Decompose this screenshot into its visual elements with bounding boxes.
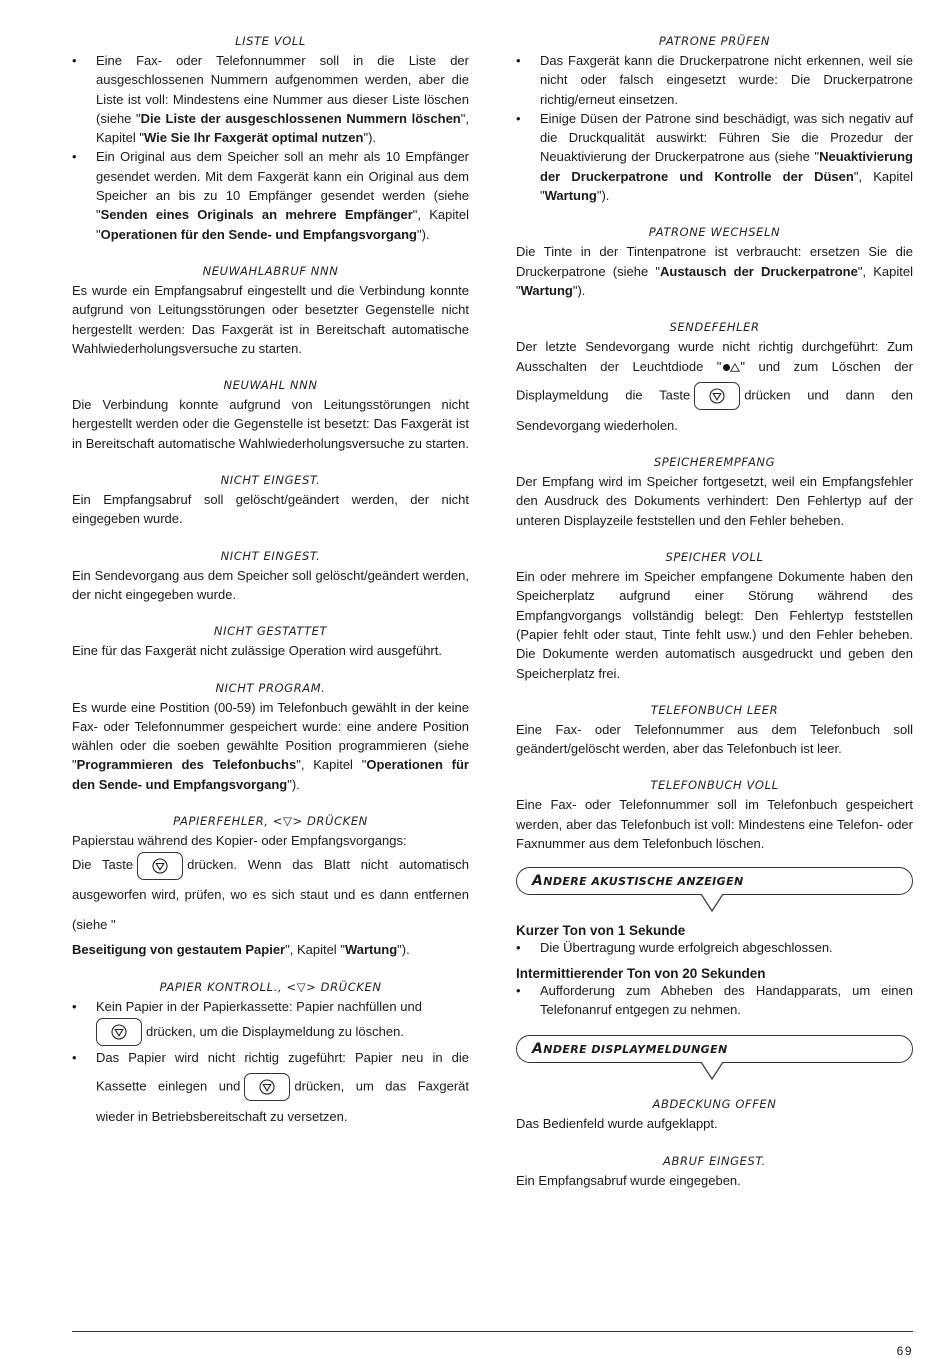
paragraph: Eine für das Faxgerät nicht zulässige Operation wird ausgeführt. — [72, 643, 442, 659]
section-title: PAPIER KONTROLL., <▽> DRÜCKEN — [159, 979, 382, 994]
paragraph: Der letzte Sendevorgang wurde nicht richtig durchgeführt: Zum Ausschalten der Leuchtdiode " " und zum Löschen der Displaymeldung die Taste drücken und dann den Sendevorgang wiederholen. — [516, 339, 913, 433]
section-title: SPEICHER VOLL — [665, 550, 764, 565]
paragraph: Ein Empfangsabruf soll gelöscht/geändert werden, der nicht eingegeben wurde. — [72, 492, 469, 527]
bullet-list — [516, 51, 913, 205]
warning-triangle-icon — [730, 363, 740, 372]
bullet-list — [516, 981, 913, 1020]
bullet-list — [516, 938, 913, 957]
section-title: LISTE VOLL — [235, 34, 306, 48]
list-item: • Ein Original aus dem Speicher soll an mehr als 10 Empfänger gesendet werden. Mit dem Faxgerät kann ein Original aus dem Speicher an bis zu 10 Empfänger gesendet werden (siehe "Senden eines Originals an mehrere Empfänger", Kapitel "Operationen für den Sende- und Empfangsvorgang"). — [72, 147, 469, 243]
paragraph: Die Taste drücken. Wenn das Blatt nicht automatisch ausgeworfen wird, prüfen, wo es sich staut und es dann entfernen (siehe "Beseitigung von gestautem Papier", Kapitel "Wartung"). — [72, 850, 469, 959]
paragraph: Papierstau während des Kopier- oder Empfangsvorgangs: — [72, 833, 407, 849]
paragraph: Eine Fax- oder Telefonnummer aus dem Telefonbuch soll geändert/gelöscht werden, aber das Telefonbuch ist leer. — [516, 721, 913, 757]
section-title: SPEICHEREMPFANG — [653, 455, 776, 470]
list-item: • Die Übertragung wurde erfolgreich abgeschlossen. — [516, 938, 913, 957]
section-title: TELEFONBUCH LEER — [650, 702, 779, 717]
footer-rule — [72, 1331, 913, 1332]
section-title: TELEFONBUCH VOLL — [650, 778, 779, 793]
section-title: PATRONE WECHSELN — [648, 225, 781, 240]
section-title: PAPIERFEHLER, <▽> DRÜCKEN — [173, 814, 368, 829]
bullet-list — [72, 51, 469, 244]
paragraph: Es wurde eine Postition (00-59) im Telefonbuch gewählt in der keine Fax- oder Telefonnummer gespeichert wurde: eine andere Position wählen oder die soeben gewählte Position programmieren (siehe "Programmieren des Telefonbuchs", Kapitel "Operationen für den Sende- und Empfangsvorgang"). — [72, 699, 469, 792]
section-title: NICHT EINGEST. — [220, 548, 321, 563]
paragraph: Die Verbindung konnte aufgrund von Leitungsstörungen nicht hergestellt werden oder die Gegenstelle ist besetzt: Das Faxgerät ist in Bereitschaft automatische Wahlwiederholungsversuche zu starten. — [72, 397, 469, 451]
left-column — [72, 34, 469, 1147]
section-title: NEUWAHL NNN — [223, 378, 318, 393]
section-title: NICHT GESTATTET — [213, 624, 328, 639]
stop-key-icon — [96, 1018, 142, 1046]
subheading: Kurzer Ton von 1 Sekunde — [516, 923, 686, 939]
paragraph: Das Bedienfeld wurde aufgeklappt. — [516, 1116, 718, 1132]
paragraph: Eine Fax- oder Telefonnummer soll im Telefonbuch gespeichert werden, aber das Telefonbuch ist voll: Mindestens eine Telefon- oder Faxnummer aus dem Telefonbuch löschen. — [516, 797, 913, 852]
section-title: ABRUF EINGEST. — [663, 1153, 766, 1168]
subheading: Intermittierender Ton von 20 Sekunden — [516, 965, 766, 981]
paragraph: Ein oder mehrere im Speicher empfangene Dokumente haben den Speicherplatz aufgrund einer Störung während des Empfangvorgangs vollständig belegt: Den Fehlertyp feststellen (Papier fehlt oder staut, Tinte fehlt usw.) und den Fehler beheben. Die Dokumente werden automatisch ausgedruckt und geben den Speicherplatz frei. — [516, 569, 913, 681]
section-title: NICHT PROGRAM. — [215, 680, 326, 695]
section-title: ABDECKUNG OFFEN — [652, 1097, 777, 1112]
bullet-list — [72, 997, 469, 1127]
list-item: • Das Papier wird nicht richtig zugeführt: Papier neu in die Kassette einlegen und drücken, um das Faxgerät wieder in Betriebsbereitschaft zu versetzen. — [72, 1048, 469, 1127]
section-title: NEUWAHLABRUF NNN — [202, 263, 339, 278]
led-icon — [723, 364, 730, 371]
right-column — [516, 34, 913, 1190]
paragraph: Die Tinte in der Tintenpatrone ist verbraucht: ersetzen Sie die Druckerpatrone (siehe "Austausch der Druckerpatrone", Kapitel "Wartung"). — [516, 244, 913, 298]
stop-key-icon — [244, 1073, 290, 1101]
paragraph: Der Empfang wird im Speicher fortgesetzt, weil ein Empfangsfehler den Ausdruck des Dokuments verhindert: Den Fehlertyp auf der unteren Displayzeile feststellen und den Fehler beheben. — [516, 474, 913, 528]
section-title: PATRONE PRÜFEN — [658, 34, 771, 48]
section-banner: ANDERE AKUSTISCHE ANZEIGEN — [516, 867, 913, 907]
paragraph: Ein Empfangsabruf wurde eingegeben. — [516, 1172, 741, 1188]
list-item: • Einige Düsen der Patrone sind beschädigt, was sich negativ auf die Druckqualität auswirkt: Führen Sie die Prozedur der Neuaktivierung der Druckerpatrone aus (siehe "Neuaktivierung der Druckerpatrone und Kontrolle der Düsen", Kapitel "Wartung"). — [516, 109, 913, 205]
list-item: • Das Faxgerät kann die Druckerpatrone nicht erkennen, weil sie nicht oder falsch eingesetzt wurde: Die Druckerpatrone richtig/erneut einsetzen. — [516, 51, 913, 109]
section-banner: ANDERE DISPLAYMELDUNGEN — [516, 1035, 913, 1075]
stop-key-icon — [137, 852, 183, 880]
stop-key-icon — [694, 382, 740, 410]
section-title: SENDEFEHLER — [669, 320, 760, 335]
list-item: • Kein Papier in der Papierkassette: Papier nachfüllen und drücken, um die Displaymeldung zu löschen. — [72, 997, 469, 1048]
paragraph: Ein Sendevorgang aus dem Speicher soll gelöscht/geändert werden, der nicht eingegeben wurde. — [72, 567, 469, 602]
section-title: NICHT EINGEST. — [220, 473, 321, 488]
list-item: • Aufforderung zum Abheben des Handapparats, um einen Telefonanruf entgegen zu nehmen. — [516, 981, 913, 1020]
paragraph: Es wurde ein Empfangsabruf eingestellt und die Verbindung konnte aufgrund von Leitungsstörungen oder besetzter Gegenstelle nicht hergestellt werden: Das Faxgerät ist in Bereitschaft automatische Wahlwiederholungsversuche zu starten. — [72, 282, 469, 356]
list-item: • Eine Fax- oder Telefonnummer soll in die Liste der ausgeschlossenen Nummern aufgenommen werden, aber die Liste ist voll: Mindestens eine Nummer aus dieser Liste löschen (siehe "Die Liste der ausgeschlossenen Nummern löschen", Kapitel "Wie Sie Ihr Faxgerät optimal nutzen"). — [72, 51, 469, 147]
page-number: 69 — [896, 1344, 913, 1358]
